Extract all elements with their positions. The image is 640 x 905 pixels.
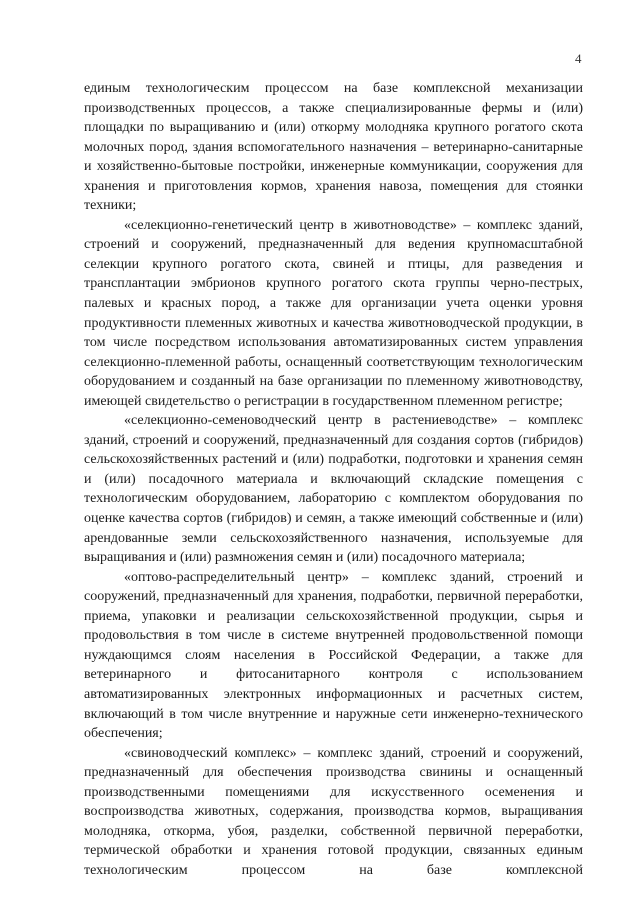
paragraph-selection-seed-center: «селекционно-семеноводческий центр в растениеводстве» – комплекс зданий, строений и сооружений, предназначенный для создания сортов (гибридов) сельскохозяйственных растений и (или) подработки, подготовки и хранения семян и (или) посадочного материала и включающий складские помещения с технологическим оборудованием, лабораторию с комплектом оборудования по оценке качества сортов (гибридов) и семян, а также имеющий собственные и (или) арендованные земли сельскохозяйственного назначения, используемые для выращивания и (или) размножения семян и (или) посадочного материала;: [84, 413, 583, 566]
document-body: [84, 79, 583, 880]
paragraph-continuation: единым технологическим процессом на базе комплексной механизации производственных процессов, а также специализированные фермы и (или) площадки по выращиванию и (или) откорму молодняка крупного рогатого скота молочных пород, здания вспомогательного назначения – ветеринарно-санитарные и хозяйственно-бытовые постройки, инженерные коммуникации, сооружения для хранения и приготовления кормов, хранения навоза, помещения для стоянки техники;: [84, 81, 583, 214]
paragraph-wholesale-distribution-center: «оптово-распределительный центр» – комплекс зданий, строений и сооружений, предназначенный для хранения, подработки, первичной переработки, приема, упаковки и реализации сельскохозяйственной продукции, сырья и продовольствия в том числе в системе внутренней продовольственной помощи нуждающимся слоям населения в Российской Федерации, а также для ветеринарного и фитосанитарного контроля с использованием автоматизированных электронных информационных и расчетных систем, включающий в том числе внутренние и наружные сети инженерно-технического обеспечения;: [84, 569, 583, 742]
paragraph-pig-breeding-complex: «свиноводческий комплекс» – комплекс зданий, строений и сооружений, предназначенный для обеспечения производства свинины и оснащенный производственными помещениями для искусственного осеменения и воспроизводства животных, содержания, производства кормов, выращивания молодняка, откорма, убоя, разделки, собственной первичной переработки, термической обработки и хранения готовой продукции, связанных единым технологическим процессом на базе комплексной: [84, 745, 583, 878]
page-number: 4: [575, 51, 582, 66]
paragraph-selection-genetic-center: «селекционно-генетический центр в животноводстве» – комплекс зданий, строений и сооружений, предназначенный для ведения крупномасштабной селекции крупного рогатого скота, свиней и птицы, для разведения и трансплантации эмбрионов крупного рогатого скота группы черно-пестрых, палевых и красных пород, а также для организации учета оценки уровня продуктивности племенных животных и качества животноводческой продукции, в том числе посредством использования автоматизированных систем управления селекционно-племенной работы, оснащенный соответствующим технологическим оборудованием и созданный на базе организации по племенному животноводству, имеющей свидетельство о регистрации в государственном племенном регистре;: [84, 217, 583, 409]
